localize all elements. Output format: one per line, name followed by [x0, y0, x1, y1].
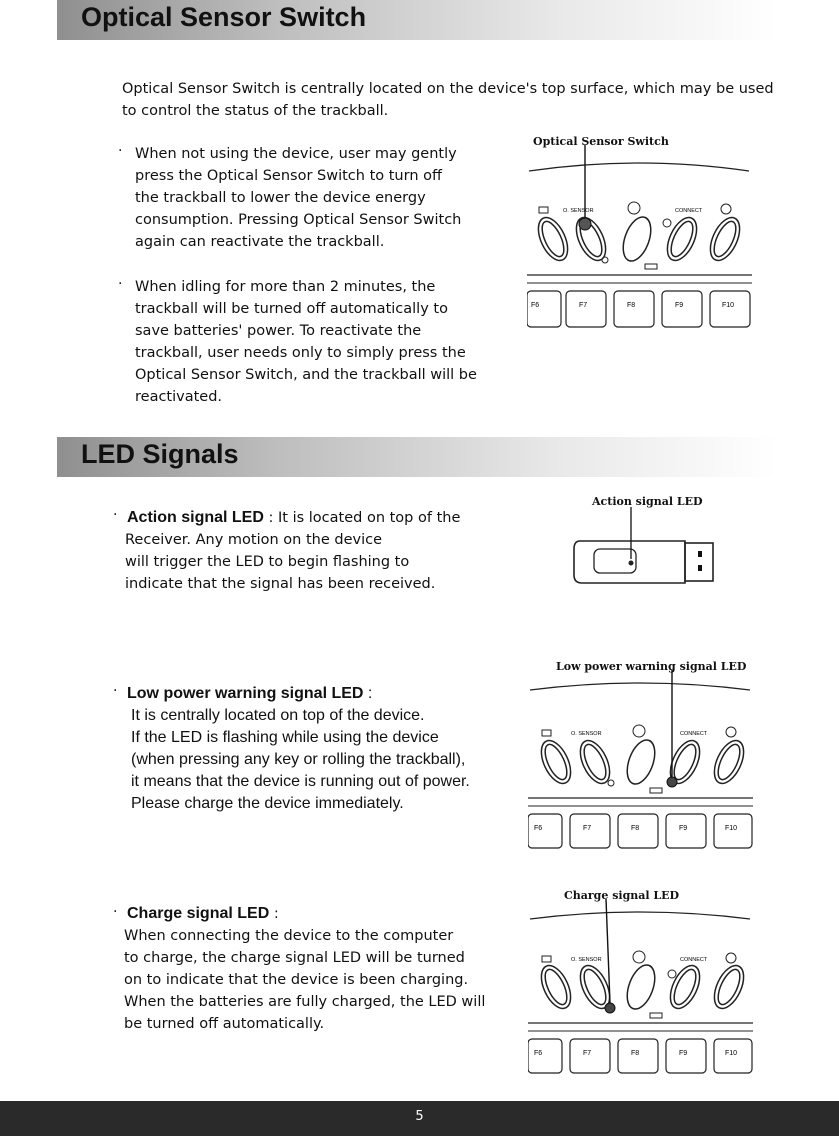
bullet-line: will trigger the LED to begin flashing to: [125, 554, 410, 570]
bullet-line: It is centrally located on top of the device.: [131, 707, 425, 724]
fkey-label: F10: [725, 825, 738, 832]
bullet-line: When not using the device, user may gently: [135, 146, 457, 162]
optical-bullet-2: [135, 276, 477, 408]
bullet-line: If the LED is flashing while using the device: [131, 729, 439, 746]
bullet-line: (when pressing any key or rolling the trackball),: [131, 751, 466, 768]
bullet-marker: ·: [113, 683, 118, 699]
battery-icon: [650, 788, 662, 793]
charge-led-figure: [528, 887, 753, 1079]
bullet-line: it means that the device is running out of power.: [131, 773, 470, 790]
bullet-line: consumption. Pressing Optical Sensor Switch: [135, 212, 462, 228]
bullet-line: Please charge the device immediately.: [131, 795, 404, 812]
section-title: LED Signals: [81, 439, 239, 469]
sensor-label: O. SENSOR: [571, 957, 602, 963]
play-icon: [633, 951, 645, 963]
section-title: Optical Sensor Switch: [81, 2, 367, 32]
pen-icon: [726, 953, 736, 963]
pen-icon: [726, 727, 736, 737]
low-power-first-line: :: [363, 685, 373, 702]
device-top-illustration: [527, 133, 752, 333]
intro-line: to control the status of the trackball.: [122, 103, 389, 119]
action-led-description: [127, 507, 460, 595]
charge-led-title: Charge signal LED: [127, 905, 270, 922]
bullet-line: save batteries' power. To reactivate the: [135, 323, 422, 339]
figure-caption: Action signal LED: [592, 495, 703, 508]
action-led-figure: [570, 493, 720, 588]
bullet-line: reactivated.: [135, 389, 223, 405]
low-power-led-title: Low power warning signal LED: [127, 685, 364, 702]
bullet-line: Optical Sensor Switch, and the trackball will be: [135, 367, 477, 383]
figure-caption: Optical Sensor Switch: [533, 135, 669, 148]
low-power-led-description: [127, 683, 470, 815]
bullet-marker: ·: [113, 507, 118, 523]
mail-icon: [539, 207, 548, 213]
sensor-label: O. SENSOR: [571, 731, 602, 737]
sensor-label: O. SENSOR: [563, 208, 594, 214]
action-led-title: Action signal LED: [127, 509, 264, 526]
play-icon: [628, 202, 640, 214]
fkey-label: F6: [534, 1050, 543, 1057]
intro-line: Optical Sensor Switch is centrally located on the device's top surface, which may be used: [122, 81, 774, 97]
fkey-label: F8: [627, 302, 636, 309]
bullet-line: When the batteries are fully charged, the LED will: [124, 994, 486, 1010]
fkey-label: F6: [531, 302, 540, 309]
bullet-line: trackball, user needs only to simply press the: [135, 345, 466, 361]
bullet-line: When connecting the device to the computer: [124, 928, 454, 944]
connect-label: CONNECT: [680, 957, 708, 963]
fkey-label: F8: [631, 1050, 640, 1057]
charge-led-first-line: :: [269, 906, 279, 922]
fkey-label: F10: [722, 302, 735, 309]
section-header-led-signals: [57, 437, 777, 477]
section-header-optical-sensor: [57, 0, 777, 40]
fkey-label: F8: [631, 825, 640, 832]
bullet-line: trackball will be turned off automatically to: [135, 301, 448, 317]
battery-icon: [650, 1013, 662, 1018]
figure-caption: Charge signal LED: [564, 889, 680, 902]
fkey-label: F7: [583, 825, 592, 832]
bullet-marker: ·: [113, 904, 118, 920]
battery-icon: [645, 264, 657, 269]
fkey-label: F7: [583, 1050, 592, 1057]
bullet-marker: ·: [118, 143, 123, 159]
fkey-label: F9: [679, 825, 688, 832]
bullet-line: on to indicate that the device is been charging.: [124, 972, 469, 988]
fkey-label: F7: [579, 302, 588, 309]
fkey-label: F9: [679, 1050, 688, 1057]
intro-paragraph: [122, 78, 774, 122]
charge-led-description: [124, 903, 486, 1035]
fkey-label: F10: [725, 1050, 738, 1057]
play-icon: [633, 725, 645, 737]
bullet-line: again can reactivate the trackball.: [135, 234, 385, 250]
connect-label: CONNECT: [675, 208, 703, 214]
connect-label: CONNECT: [680, 731, 708, 737]
mail-icon: [542, 730, 551, 736]
optical-sensor-figure: [527, 133, 752, 333]
page-number: 5: [415, 1109, 424, 1124]
bullet-line: press the Optical Sensor Switch to turn off: [135, 168, 442, 184]
device-top-illustration: [528, 887, 753, 1079]
receiver-illustration: [570, 493, 720, 588]
bullet-line: to charge, the charge signal LED will be turned: [124, 950, 465, 966]
bullet-line: When idling for more than 2 minutes, the: [135, 279, 436, 295]
device-top-illustration: [528, 658, 753, 853]
optical-bullet-1: [135, 143, 461, 253]
mail-icon: [542, 956, 551, 962]
low-power-led-figure: [528, 658, 753, 853]
bullet-line: indicate that the signal has been received.: [125, 576, 436, 592]
fkey-label: F9: [675, 302, 684, 309]
bullet-line: Receiver. Any motion on the device: [125, 532, 382, 548]
action-led-first-line: : It is located on top of the: [263, 510, 461, 526]
bullet-marker: ·: [118, 276, 123, 292]
fkey-label: F6: [534, 825, 543, 832]
figure-caption: Low power warning signal LED: [556, 660, 747, 673]
bullet-line: the trackball to lower the device energy: [135, 190, 426, 206]
bullet-line: be turned off automatically.: [124, 1016, 325, 1032]
pen-icon: [721, 204, 731, 214]
page-footer: [0, 1101, 839, 1136]
